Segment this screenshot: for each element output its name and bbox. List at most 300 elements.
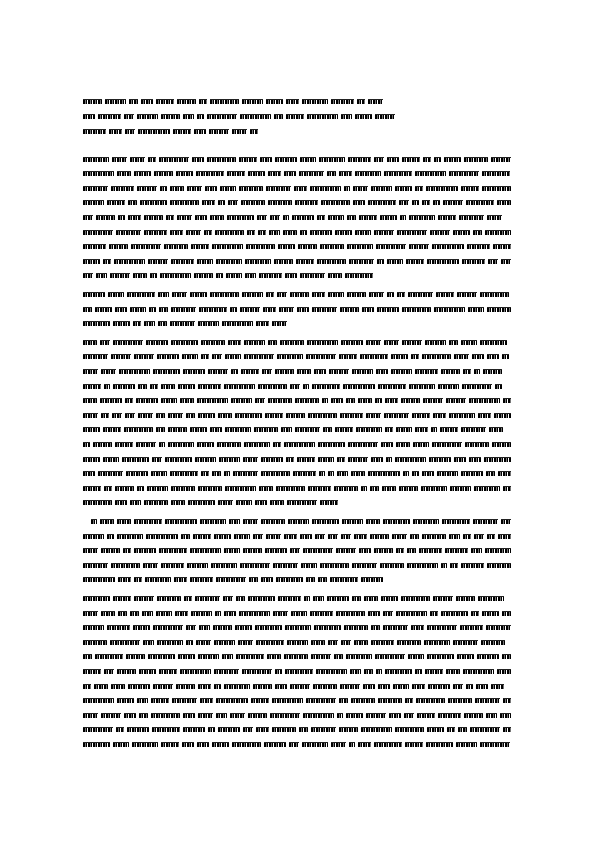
text-word: [466, 684, 473, 689]
text-word: [231, 369, 238, 374]
text-word: [480, 340, 507, 345]
text-word: [197, 259, 213, 264]
text-word: [354, 640, 368, 645]
text-word: [267, 654, 281, 659]
text-word: [176, 171, 193, 176]
text-word: [348, 457, 368, 462]
text-word: [118, 215, 125, 220]
text-word: [307, 340, 338, 345]
text-word: [111, 186, 134, 191]
text-word: [497, 669, 511, 674]
text-word: [383, 611, 393, 616]
text-word: [481, 640, 505, 645]
text-word: [192, 157, 204, 162]
text-word: [412, 684, 425, 689]
text-word: [285, 273, 297, 278]
text-word: [341, 340, 363, 345]
text-word: [83, 471, 95, 476]
text-word: [125, 413, 135, 418]
text-word: [150, 384, 158, 389]
text-word: [478, 413, 491, 418]
text-word: [346, 398, 355, 403]
text-word: [419, 548, 442, 553]
text-word: [375, 654, 405, 659]
text-word: [210, 215, 224, 220]
text-line: [83, 214, 511, 220]
text-word: [216, 273, 223, 278]
text-word: [457, 292, 477, 297]
text-word: [310, 230, 332, 235]
text-word: [152, 457, 162, 462]
text-word: [231, 398, 252, 403]
text-word: [341, 114, 352, 119]
text-word: [320, 563, 349, 568]
text-word: [404, 713, 414, 718]
text-word: [374, 157, 384, 162]
text-word: [212, 742, 229, 747]
text-word: [411, 625, 424, 630]
text-word: [413, 442, 429, 447]
text-word: [320, 500, 338, 505]
text-word: [364, 669, 373, 674]
text-word: [115, 442, 133, 447]
text-word: [284, 442, 315, 447]
text-word: [335, 427, 353, 432]
text-word: [478, 596, 504, 601]
text-word: [134, 354, 154, 359]
text-word: [413, 519, 439, 524]
text-word: [255, 625, 282, 630]
text-word: [501, 259, 511, 264]
text-word: [378, 698, 402, 703]
text-word: [157, 596, 181, 601]
text-line: [83, 456, 511, 462]
text-word: [98, 114, 121, 119]
text-line: [83, 156, 511, 162]
text-word: [224, 548, 240, 553]
text-word: [111, 354, 131, 359]
text-word: [401, 398, 420, 403]
text-word: [503, 698, 511, 703]
text-word: [134, 519, 162, 524]
text-line: [83, 113, 403, 119]
text-word: [270, 713, 300, 718]
text-word: [461, 340, 477, 345]
text-word: [331, 398, 343, 403]
text-word: [153, 684, 173, 689]
text-word: [312, 307, 337, 312]
text-word: [450, 486, 471, 491]
text-word: [124, 713, 136, 718]
text-word: [317, 259, 346, 264]
text-word: [83, 742, 110, 747]
text-word: [383, 625, 408, 630]
text-word: [142, 611, 153, 616]
text-word: [283, 230, 297, 235]
text-word: [345, 273, 373, 278]
text-word: [300, 230, 307, 235]
text-word: [347, 244, 373, 249]
text-word: [170, 200, 199, 205]
text-word: [165, 519, 197, 524]
text-word: [183, 713, 195, 718]
text-word: [258, 384, 287, 389]
text-word: [197, 442, 214, 447]
text-word: [273, 563, 298, 568]
text-word: [355, 230, 371, 235]
text-line: [83, 291, 511, 297]
text-word: [254, 427, 278, 432]
text-word: [139, 713, 148, 718]
text-word: [423, 157, 431, 162]
text-word: [83, 200, 104, 205]
text-word: [474, 486, 500, 491]
text-word: [425, 340, 446, 345]
text-word: [391, 369, 412, 374]
text-word: [170, 321, 195, 326]
text-word: [430, 230, 450, 235]
text-word: [235, 625, 252, 630]
text-word: [188, 500, 215, 505]
text-word: [307, 114, 338, 119]
text-word: [487, 563, 511, 568]
text-word: [375, 398, 382, 403]
text-word: [244, 442, 270, 447]
text-word: [107, 200, 125, 205]
text-word: [83, 369, 98, 374]
text-word: [193, 534, 211, 539]
text-word: [101, 369, 116, 374]
text-word: [182, 742, 194, 747]
text-line: [83, 654, 511, 660]
text-word: [317, 215, 325, 220]
text-word: [270, 215, 280, 220]
text-word: [327, 596, 349, 601]
text-word: [214, 684, 221, 689]
text-word: [422, 200, 430, 205]
text-word: [130, 157, 145, 162]
text-word: [216, 577, 246, 582]
text-word: [339, 727, 358, 732]
text-word: [144, 321, 155, 326]
text-word: [126, 654, 145, 659]
text-word: [442, 519, 470, 524]
text-word: [209, 129, 229, 134]
text-word: [399, 200, 409, 205]
text-word: [292, 215, 314, 220]
text-word: [131, 244, 161, 249]
text-word: [263, 307, 276, 312]
text-word: [428, 684, 450, 689]
text-word: [112, 157, 127, 162]
text-word: [199, 625, 210, 630]
text-word: [83, 713, 98, 718]
text-word: [346, 713, 363, 718]
text-word: [146, 340, 168, 345]
text-word: [351, 698, 375, 703]
text-word: [350, 669, 361, 674]
text-word: [248, 171, 265, 176]
text-word: [352, 596, 361, 601]
text-word: [469, 457, 481, 462]
text-word: [284, 654, 308, 659]
text-line: [83, 533, 511, 539]
text-word: [259, 273, 282, 278]
text-word: [378, 684, 390, 689]
text-word: [255, 398, 265, 403]
text-word: [376, 669, 382, 674]
text-word: [114, 259, 145, 264]
text-word: [434, 157, 441, 162]
text-word: [100, 519, 114, 524]
text-word: [463, 669, 494, 674]
text-word: [370, 486, 379, 491]
text-word: [343, 384, 375, 389]
text-word: [198, 384, 221, 389]
text-line: [83, 712, 511, 718]
text-word: [222, 321, 253, 326]
text-word: [216, 698, 248, 703]
text-word: [216, 259, 242, 264]
text-line: [83, 128, 258, 134]
text-word: [247, 230, 255, 235]
text-word: [422, 354, 451, 359]
text-word: [273, 611, 288, 616]
text-word: [180, 669, 211, 674]
text-word: [371, 457, 383, 462]
text-word: [161, 563, 184, 568]
text-word: [171, 486, 195, 491]
text-word: [440, 427, 458, 432]
text-word: [288, 519, 309, 524]
text-word: [190, 548, 221, 553]
text-word: [214, 640, 235, 645]
text-line: [83, 412, 511, 418]
text-word: [272, 698, 303, 703]
text-word: [316, 669, 347, 674]
text-word: [291, 611, 307, 616]
text-word: [228, 200, 238, 205]
text-word: [208, 369, 228, 374]
text-word: [83, 99, 102, 104]
text-word: [489, 427, 503, 432]
text-word: [322, 398, 328, 403]
text-word: [396, 442, 410, 447]
text-word: [117, 519, 131, 524]
text-word: [396, 427, 412, 432]
text-word: [347, 292, 366, 297]
text-word: [230, 307, 237, 312]
text-line: [83, 610, 511, 616]
text-word: [287, 500, 317, 505]
text-word: [358, 742, 371, 747]
text-word: [331, 99, 354, 104]
text-word: [145, 577, 171, 582]
text-word: [321, 200, 350, 205]
text-word: [137, 186, 157, 191]
text-word: [151, 698, 169, 703]
text-line: [83, 562, 511, 568]
text-word: [134, 596, 154, 601]
text-word: [444, 157, 461, 162]
text-word: [328, 273, 342, 278]
text-word: [127, 727, 149, 732]
text-word: [461, 186, 479, 191]
text-word: [497, 200, 511, 205]
text-word: [276, 577, 303, 582]
text-word: [177, 99, 196, 104]
text-word: [104, 669, 114, 674]
text-word: [186, 413, 195, 418]
text-word: [411, 354, 419, 359]
text-word: [486, 625, 511, 630]
text-word: [344, 186, 350, 191]
text-word: [368, 611, 380, 616]
text-word: [319, 471, 325, 476]
text-word: [172, 292, 187, 297]
text-word: [211, 563, 237, 568]
text-word: [220, 186, 236, 191]
text-word: [340, 307, 359, 312]
text-word: [340, 413, 363, 418]
text-word: [83, 500, 112, 505]
text-word: [474, 534, 484, 539]
text-word: [368, 99, 383, 104]
text-word: [312, 519, 339, 524]
text-word: [487, 354, 499, 359]
text-word: [344, 625, 368, 630]
text-word: [486, 471, 495, 476]
text-word: [245, 259, 271, 264]
text-word: [278, 596, 301, 601]
text-word: [266, 186, 291, 191]
text-word: [397, 292, 405, 297]
text-word: [196, 171, 224, 176]
text-word: [261, 471, 290, 476]
text-word: [328, 471, 334, 476]
text-word: [315, 534, 325, 539]
text-word: [128, 215, 141, 220]
text-word: [477, 654, 499, 659]
text-word: [311, 727, 336, 732]
text-word: [328, 215, 344, 220]
text-word: [371, 625, 380, 630]
text-word: [385, 427, 393, 432]
text-word: [303, 548, 333, 553]
text-word: [463, 369, 471, 374]
text-word: [272, 727, 296, 732]
text-word: [449, 534, 460, 539]
text-word: [224, 471, 230, 476]
text-word: [83, 354, 108, 359]
text-word: [83, 534, 104, 539]
text-word: [83, 625, 104, 630]
text-word: [83, 563, 108, 568]
text-word: [432, 442, 462, 447]
text-word: [427, 727, 444, 732]
text-word: [158, 292, 169, 297]
text-word: [173, 129, 191, 134]
text-word: [260, 157, 272, 162]
text-word: [380, 215, 397, 220]
text-word: [240, 307, 260, 312]
text-word: [103, 259, 111, 264]
text-word: [250, 129, 258, 134]
text-word: [464, 713, 483, 718]
text-word: [502, 654, 511, 659]
text-word: [382, 486, 396, 491]
text-word: [83, 384, 101, 389]
text-word: [138, 413, 153, 418]
text-word: [286, 99, 299, 104]
text-word: [493, 244, 511, 249]
text-word: [275, 669, 282, 674]
text-word: [381, 596, 398, 601]
text-word: [218, 200, 225, 205]
text-word: [218, 727, 240, 732]
text-word: [118, 577, 131, 582]
text-word: [96, 273, 107, 278]
text-word: [403, 471, 409, 476]
text-word: [441, 369, 460, 374]
text-word: [380, 563, 404, 568]
text-word: [434, 307, 465, 312]
text-word: [168, 442, 194, 447]
text-word: [300, 273, 325, 278]
text-word: [337, 457, 345, 462]
text-word: [310, 186, 341, 191]
text-word: [136, 398, 158, 403]
text-word: [275, 684, 287, 689]
text-word: [374, 742, 402, 747]
text-word: [273, 442, 281, 447]
text-word: [327, 171, 336, 176]
text-word: [302, 742, 328, 747]
text-word: [306, 354, 336, 359]
text-word: [165, 457, 192, 462]
text-word: [482, 171, 510, 176]
text-word: [406, 259, 424, 264]
text-word: [83, 273, 93, 278]
text-word: [339, 698, 348, 703]
text-word: [198, 684, 211, 689]
text-word: [83, 244, 106, 249]
text-word: [248, 713, 267, 718]
text-word: [314, 625, 341, 630]
text-word: [224, 611, 236, 616]
text-word: [457, 654, 474, 659]
text-word: [214, 534, 231, 539]
text-word: [171, 307, 196, 312]
text-word: [268, 171, 281, 176]
text-word: [396, 548, 404, 553]
text-word: [151, 471, 167, 476]
text-word: [467, 244, 490, 249]
text-word: [454, 354, 469, 359]
text-line: [83, 441, 511, 447]
text-word: [153, 369, 180, 374]
text-word: [276, 486, 305, 491]
text-word: [83, 171, 114, 176]
text-word: [463, 534, 471, 539]
text-word: [272, 321, 287, 326]
text-word: [296, 259, 314, 264]
text-word: [366, 713, 386, 718]
text-word: [383, 519, 410, 524]
text-word: [441, 563, 447, 568]
text-word: [274, 114, 283, 119]
text-word: [369, 292, 384, 297]
